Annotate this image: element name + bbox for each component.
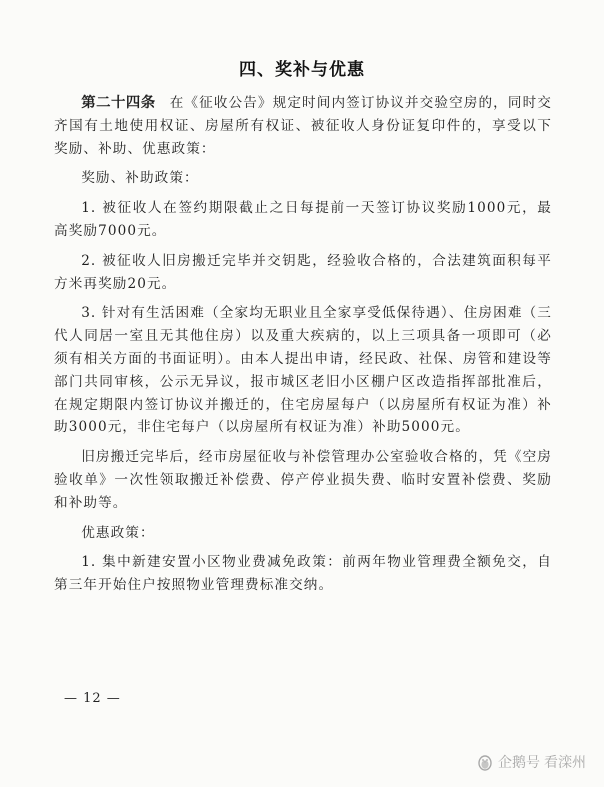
document-body [54, 92, 552, 604]
preferential-heading: 优惠政策： [81, 524, 155, 541]
page-number: — 12 — [64, 691, 121, 706]
reward-item-2: 2. 被征收人旧房搬迁完毕并交钥匙，经验收合格的，合法建筑面积每平方米再奖励20元。 [54, 252, 552, 292]
watermark-name: 看滦州 [544, 755, 586, 771]
article-intro: 在《征收公告》规定时间内签订协议并交验空房的，同时交齐国有土地使用权证、房屋所有权证、被征收人身份证复印件的，享受以下奖励、补助、优惠政策： [54, 95, 552, 157]
reward-heading: 奖励、补助政策： [81, 170, 199, 187]
preferential-item-1: 1. 集中新建安置小区物业费减免政策：前两年物业管理费全额免交，自第三年开始住户按照物业管理费标准交纳。 [54, 554, 552, 594]
reward-item-3: 3. 针对有生活困难（全家均无职业且全家享受低保待遇）、住房困难（三代人同居一室且无其他住房）以及重大疾病的，以上三项具备一项即可（必须有相关方面的书面证明）。由本人提出申请，经民政、社保、房管和建设等部门共同审核，公示无异议，报市城区老旧小区棚户区改造指挥部批准后，在规定期限内签订协议并搬迁的，住宅房屋每户（以房屋所有权证为准）补助3000元，非住宅每户（以房屋所有权证为准）补助5000元。 [54, 305, 552, 436]
watermark-prefix: 企鹅号 [498, 755, 540, 771]
penguin-icon [476, 753, 494, 771]
article-number: 第二十四条 [81, 94, 156, 111]
article-paragraph [54, 92, 552, 160]
reward-item-1: 1. 被征收人在签约期限截止之日每提前一天签订协议奖励1000元，最高奖励7000元。 [54, 200, 552, 239]
section-title: 四、奖补与优惠 [239, 60, 365, 80]
after-move-paragraph: 旧房搬迁完毕后，经市房屋征收与补偿管理办公室验收合格的，凭《空房验收单》一次性领取搬迁补偿费、停产停业损失费、临时安置补偿费、奖励和补助等。 [54, 449, 552, 511]
watermark [476, 752, 586, 772]
